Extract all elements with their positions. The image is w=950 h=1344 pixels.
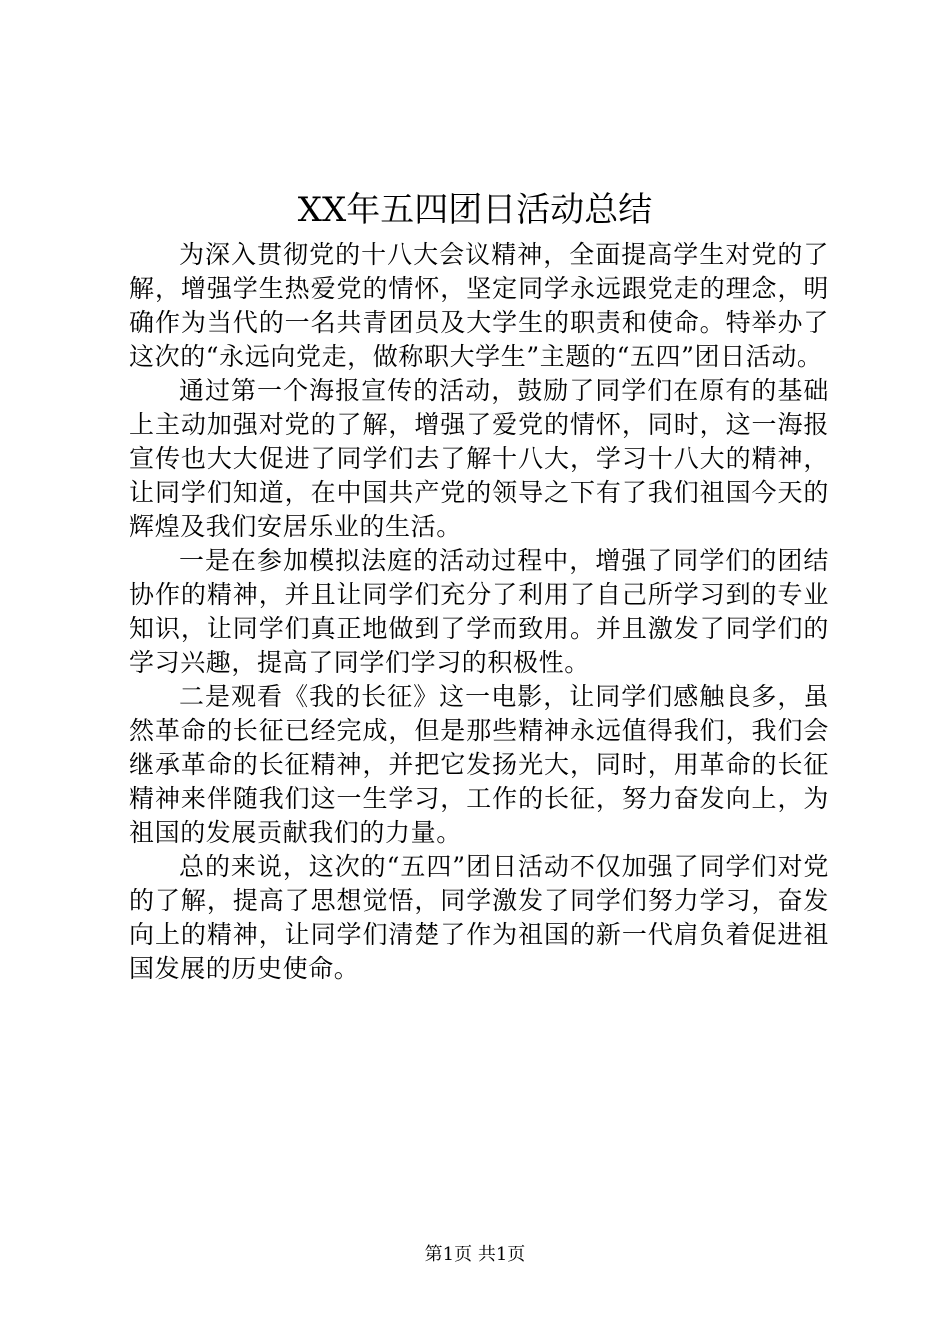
paragraph-5: 总的来说，这次的“五四”团日活动不仅加强了同学们对党的了解，提高了思想觉悟，同学激发了同学们努力学习，奋发向上的精神，让同学们清楚了作为祖国的新一代肩负着促进祖国发展的历史使命。 <box>129 852 829 983</box>
page-footer: 第1页 共1页 <box>424 1244 526 1265</box>
paragraph-1: 为深入贯彻党的十八大会议精神，全面提高学生对党的了解，增强学生热爱党的情怀，坚定同学永远跟党走的理念，明确作为当代的一名共青团员及大学生的职责和使命。特举办了这次的“永远向党走，做称职大学生”主题的“五四”团日活动。 <box>129 240 829 371</box>
document-title: XX年五四团日活动总结 <box>297 190 653 230</box>
paragraph-3: 一是在参加模拟法庭的活动过程中，增强了同学们的团结协作的精神，并且让同学们充分了利用了自己所学习到的专业知识，让同学们真正地做到了学而致用。并且激发了同学们的学习兴趣，提高了同学们学习的积极性。 <box>129 546 829 677</box>
paragraph-4: 二是观看《我的长征》这一电影，让同学们感触良多，虽然革命的长征已经完成，但是那些精神永远值得我们，我们会继承革命的长征精神，并把它发扬光大，同时，用革命的长征精神来伴随我们这一生学习，工作的长征，努力奋发向上，为祖国的发展贡献我们的力量。 <box>129 682 829 847</box>
document-body <box>129 238 829 986</box>
paragraph-2: 通过第一个海报宣传的活动，鼓励了同学们在原有的基础上主动加强对党的了解，增强了爱党的情怀，同时，这一海报宣传也大大促进了同学们去了解十八大，学习十八大的精神，让同学们知道，在中国共产党的领导之下有了我们祖国今天的辉煌及我们安居乐业的生活。 <box>129 376 829 541</box>
